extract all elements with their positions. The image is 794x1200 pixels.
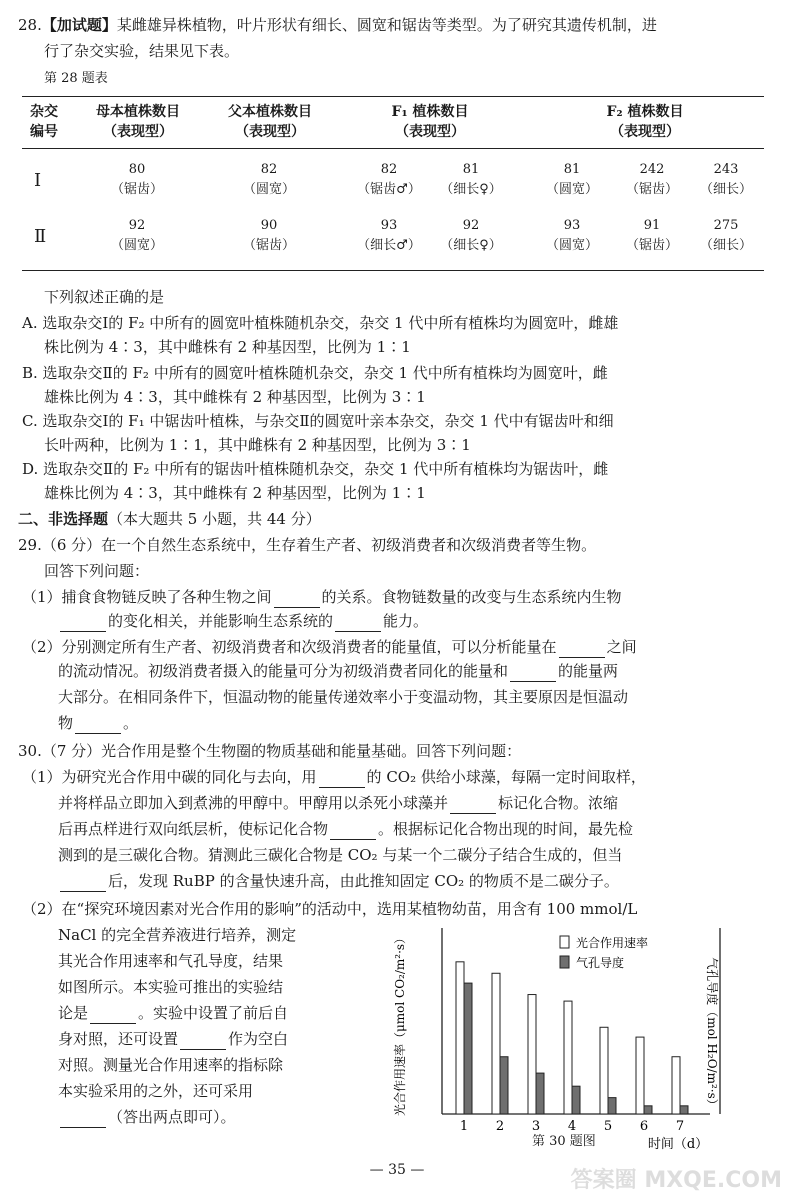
q28-stem-line2: 行了杂交实验，结果见下表。 <box>44 42 240 60</box>
q30-part1-cont2: 后再点样进行双向纸层析，使标记化合物 。根据标记化合物出现的时间，最先检 <box>58 820 634 838</box>
table-cell: 243 （细长） <box>699 162 752 197</box>
answer-blank[interactable] <box>319 772 365 788</box>
header-father: 父本植株数目 （表现型） <box>228 104 312 140</box>
table-cell: 81 （圆宽） <box>545 162 598 197</box>
x-tick-label: 4 <box>567 1119 577 1134</box>
bar-photosynthesis-rate <box>528 995 536 1114</box>
q30-part2-cont: （答出两点即可）。 <box>58 1106 236 1128</box>
bar-photosynthesis-rate <box>672 1057 680 1114</box>
q30-part2-cont: 论是 。实验中设置了前后自 <box>58 1004 289 1022</box>
x-tick-label: 5 <box>603 1119 613 1134</box>
bar-stomatal-conductance <box>536 1073 544 1114</box>
answer-blank[interactable] <box>330 824 376 840</box>
table-cell: 92 （圆宽） <box>110 218 163 253</box>
option-c-cont: 长叶两种，比例为 1∶1，其中雌株有 2 种基因型，比例为 3∶1 <box>44 436 471 454</box>
q30-part2-cont: 对照。测量光合作用速率的指标除 <box>58 1056 284 1074</box>
question-prompt: 下列叙述正确的是 <box>44 288 165 306</box>
legend-label: 气孔导度 <box>576 956 625 970</box>
row-id: Ⅱ <box>34 226 47 247</box>
answer-blank[interactable] <box>450 798 496 814</box>
x-tick-label: 3 <box>531 1119 541 1134</box>
q29-stem: 29.（6 分）在一个自然生态系统中，生存着生产者、初级消费者和次级消费者等生物。 <box>18 536 597 554</box>
header-mother: 母本植株数目 （表现型） <box>96 104 180 140</box>
q29-part1-cont: 的变化相关，并能影响生态系统的 能力。 <box>58 610 428 632</box>
table-title: 第 28 题表 <box>44 71 108 86</box>
answer-blank[interactable] <box>510 666 556 682</box>
q29-part2: （2）分别测定所有生产者、初级消费者和次级消费者的能量值，可以分析能量在 之间 <box>22 638 637 656</box>
legend-swatch <box>560 956 569 968</box>
question-number: 28. <box>18 16 42 34</box>
question-stem: 某雌雄异株植物，叶片形状有细长、圆宽和锯齿等类型。为了研究其遗传机制，进 <box>116 16 657 34</box>
header-f2: F₂ 植株数目 （表现型） <box>606 104 684 140</box>
x-axis-label: 时间（d） <box>647 1137 709 1152</box>
row-id: Ⅰ <box>34 170 42 191</box>
bar-photosynthesis-rate <box>492 973 500 1114</box>
x-tick-label: 1 <box>459 1119 469 1134</box>
table-top-rule <box>22 96 764 97</box>
bar-stomatal-conductance <box>608 1098 616 1114</box>
option-b[interactable]: B. 选取杂交Ⅱ的 F₂ 中所有的圆宽叶植株随机杂交，杂交 1 代中所有植株均为圆宽叶，雌 <box>22 364 608 382</box>
table-cell: 242 （锯齿） <box>625 162 678 197</box>
table-cell: 82 （锯齿♂） <box>357 162 421 197</box>
header-f1: F₁ 植株数目 （表现型） <box>391 104 469 140</box>
section-heading: 二、非选择题（本大题共 5 小题，共 44 分） <box>18 510 321 528</box>
table-bottom-rule <box>22 270 764 271</box>
answer-blank[interactable] <box>75 718 121 734</box>
q29-part2-cont2: 大部分。在相同条件下，恒温动物的能量传递效率小于变温动物，其主要原因是恒温动 <box>58 688 629 706</box>
bar-stomatal-conductance <box>644 1106 652 1114</box>
answer-blank[interactable] <box>90 1008 136 1024</box>
table-cell: 93 （细长♂） <box>357 218 421 253</box>
answer-blank[interactable] <box>559 642 605 658</box>
q30-part1: （1）为研究光合作用中碳的同化与去向，用 的 CO₂ 供给小球藻，每隔一定时间取样， <box>22 768 646 786</box>
bar-photosynthesis-rate <box>600 1027 608 1114</box>
header-cross-id: 杂交 编号 <box>30 104 58 140</box>
figure-caption: 第 30 题图 <box>532 1134 596 1149</box>
option-a[interactable]: A. 选取杂交Ⅰ的 F₂ 中所有的圆宽叶植株随机杂交，杂交 1 代中所有植株均为圆宽叶，雌雄 <box>22 314 619 332</box>
option-c[interactable]: C. 选取杂交Ⅰ的 F₁ 中锯齿叶植株，与杂交Ⅱ的圆宽叶亲本杂交，杂交 1 代中有锯齿叶和细 <box>22 412 614 430</box>
answer-blank[interactable] <box>335 616 381 632</box>
photosynthesis-chart <box>390 922 730 1152</box>
answer-blank[interactable] <box>60 876 106 892</box>
q29-part2-cont: 的流动情况。初级消费者摄入的能量可分为初级消费者同化的能量和 的能量两 <box>58 662 619 680</box>
q30-part2-cont: 身对照，还可设置 作为空白 <box>58 1030 289 1048</box>
q30-part1-cont3: 测到的是三碳化合物。猜测此三碳化合物是 CO₂ 与某一个二碳分子结合生成的，但当 <box>58 846 623 864</box>
y-axis-label-right: 气孔导度（mol H₂O/m²·s） <box>705 957 719 1111</box>
bar-photosynthesis-rate <box>564 1001 572 1114</box>
q30-part1-cont4: 后，发现 RuBP 的含量快速升高，由此推知固定 CO₂ 的物质不是二碳分子。 <box>58 870 619 892</box>
bar-photosynthesis-rate <box>456 962 464 1114</box>
chart-svg <box>390 922 730 1152</box>
q30-part2-cont: 本实验采用的之外，还可采用 <box>58 1082 254 1100</box>
table-cell: 81 （细长♀） <box>440 162 502 197</box>
table-cell: 82 （圆宽） <box>242 162 295 197</box>
page-number: — 35 — <box>369 1162 425 1178</box>
table-cell: 91 （锯齿） <box>625 218 678 253</box>
legend-label: 光合作用速率 <box>576 936 649 950</box>
answer-blank[interactable] <box>274 592 320 608</box>
legend-swatch <box>560 936 569 948</box>
q30-part2: （2）在“探究环境因素对光合作用的影响”的活动中，选用某植物幼苗，用含有 100 mmol/L <box>22 900 638 918</box>
q30-stem: 30.（7 分）光合作用是整个生物圈的物质基础和能量基础。回答下列问题： <box>18 742 522 760</box>
x-tick-label: 2 <box>495 1119 505 1134</box>
q29-part2-cont3: 物 。 <box>58 714 139 732</box>
option-a-cont: 株比例为 4∶3，其中雌株有 2 种基因型，比例为 1∶1 <box>44 338 411 356</box>
watermark-logo: 答案圈 MXQE.COM <box>570 1168 782 1193</box>
table-cell: 93 （圆宽） <box>545 218 598 253</box>
q30-part2-cont: 其光合作用速率和气孔导度，结果 <box>58 952 284 970</box>
q29-part1: （1）捕食食物链反映了各种生物之间 的关系。食物链数量的改变与生态系统内生物 <box>22 588 622 606</box>
x-tick-label: 6 <box>639 1119 649 1134</box>
question-tag: 【加试题】 <box>41 16 117 34</box>
option-d[interactable]: D. 选取杂交Ⅱ的 F₂ 中所有的锯齿叶植株随机杂交，杂交 1 代中所有植株均为锯齿叶，雌 <box>22 460 609 478</box>
answer-blank[interactable] <box>60 1112 106 1128</box>
answer-blank[interactable] <box>60 616 106 632</box>
answer-blank[interactable] <box>180 1034 226 1050</box>
q30-part2-cont: 如图所示。本实验可推出的实验结 <box>58 978 284 996</box>
bar-stomatal-conductance <box>500 1057 508 1114</box>
bar-stomatal-conductance <box>464 983 472 1114</box>
q30-part1-cont: 并将样品立即加入到煮沸的甲醇中。甲醇用以杀死小球藻并 标记化合物。浓缩 <box>58 794 619 812</box>
table-header-rule <box>22 148 764 149</box>
q30-part2-cont: NaCl 的完全营养液进行培养，测定 <box>58 926 297 944</box>
table-cell: 90 （锯齿） <box>242 218 295 253</box>
table-cell: 80 （锯齿） <box>110 162 163 197</box>
y-axis-label-left: 光合作用速率（μmol CO₂/m²·s） <box>393 931 407 1117</box>
bar-stomatal-conductance <box>572 1086 580 1114</box>
table-cell: 275 （细长） <box>699 218 752 253</box>
option-b-cont: 雄株比例为 4∶3，其中雌株有 2 种基因型，比例为 3∶1 <box>44 388 426 406</box>
option-d-cont: 雄株比例为 4∶3，其中雌株有 2 种基因型，比例为 1∶1 <box>44 484 426 502</box>
bar-photosynthesis-rate <box>636 1037 644 1114</box>
q28-stem-line1 <box>18 14 657 36</box>
table-cell: 92 （细长♀） <box>440 218 502 253</box>
x-tick-label: 7 <box>675 1119 685 1134</box>
q29-ask: 回答下列问题： <box>44 562 150 580</box>
bar-stomatal-conductance <box>680 1106 688 1114</box>
